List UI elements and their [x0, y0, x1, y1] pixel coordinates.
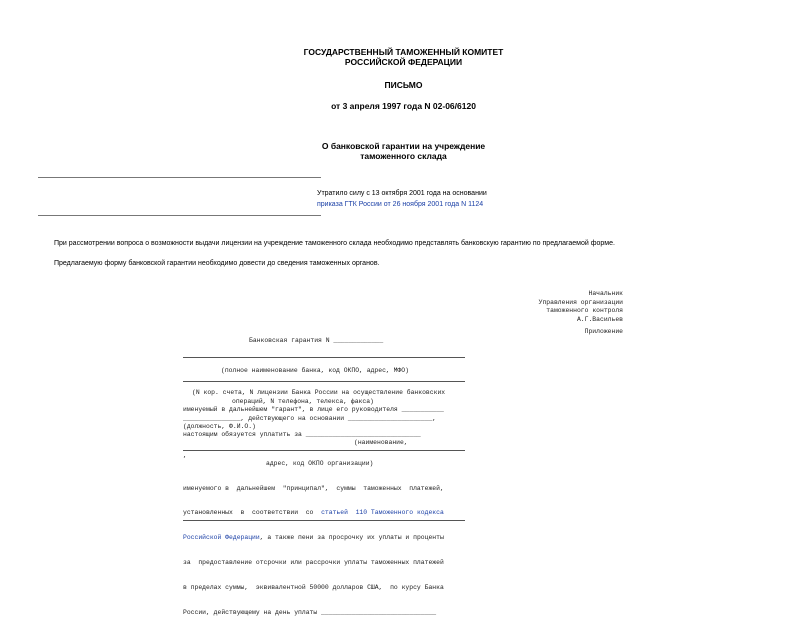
russian-federation-link[interactable]: Российской Федерации — [183, 534, 260, 542]
signature-name: А.Г.Васильев — [576, 315, 623, 323]
lost-force-note: Утратило силу с 13 октября 2001 года на основании — [317, 190, 487, 197]
customs-code-article-link[interactable]: статьей 110 Таможенного кодекса — [321, 509, 444, 517]
divider-bottom — [38, 215, 321, 216]
body-paragraph-2: Предлагаемую форму банковской гарантии необходимо довести до сведения таможенных органов. — [54, 260, 380, 267]
named-line: именуемый в дальнейшем "гарант", в лице его руководителя ___________ — [183, 406, 444, 413]
signature-title-1: Начальник — [588, 290, 623, 297]
divider-top — [38, 177, 321, 178]
signature-block — [539, 290, 623, 324]
address-caption: адрес, код ОКПО организации) — [266, 460, 374, 467]
obliges-line: настоящим обязуется уплатить за ______________________________ — [183, 431, 421, 438]
basis-order-link[interactable]: приказа ГТК России от 26 ноября 2001 года N 1124 — [317, 201, 484, 208]
paragraph-line-3-text: , а также пени за просрочку их уплаты и проценты — [259, 534, 444, 542]
name-caption: (наименование, — [354, 439, 408, 446]
paragraph-line-2 — [183, 509, 444, 517]
form-line-bank-details — [183, 381, 465, 382]
paragraph-line-4: за предоставление отсрочки или рассрочки уплаты таможенных платежей — [183, 559, 444, 567]
paragraph-line-3 — [183, 534, 444, 542]
guarantee-title: Банковская гарантия N _____________ — [249, 337, 384, 344]
acting-line: _______________, действующего на основании ______________________, — [183, 415, 437, 422]
signature-title-2: Управления организации — [538, 298, 623, 306]
comma-line: , — [183, 452, 187, 459]
body-paragraph-1: При рассмотрении вопроса о возможности выдачи лицензии на учреждение таможенного склада необходимо представлять банковскую гарантию по предлагаемой форме. — [54, 240, 615, 247]
paragraph-line-6: России, действующему на день уплаты ______________________________ — [183, 609, 437, 617]
account-line-2: операций, N телефона, телекса, факса) — [232, 398, 374, 405]
document-subject — [0, 141, 807, 161]
guarantee-paragraph — [183, 468, 444, 626]
form-line-principal — [183, 450, 465, 451]
paragraph-line-2-text: установленных в соответствии со — [183, 509, 322, 517]
position-caption: (должность, Ф.И.О.) — [183, 423, 256, 430]
subject-line-1: О банковской гарантии на учреждение — [321, 141, 486, 151]
agency-line-1: ГОСУДАРСТВЕННЫЙ ТАМОЖЕННЫЙ КОМИТЕТ — [303, 47, 504, 57]
paragraph-line-5: в пределах суммы, эквивалентной 50000 долларов США, по курсу Банка — [183, 584, 444, 592]
appendix-label: Приложение — [584, 328, 623, 335]
signature-title-3: таможенного контроля — [546, 307, 623, 315]
bank-caption: (полное наименование банка, код ОКПО, адрес, МФО) — [221, 367, 409, 374]
subject-line-2: таможенного склада — [360, 151, 447, 161]
document-date-number: от 3 апреля 1997 года N 02-06/6120 — [331, 101, 476, 111]
account-line-1: (N кор. счета, N лицензии Банка России на осуществление банковских — [192, 389, 446, 396]
form-line-final — [183, 520, 465, 521]
agency-title — [0, 47, 807, 67]
form-line-bank — [183, 357, 465, 358]
agency-line-2: РОССИЙСКОЙ ФЕДЕРАЦИИ — [344, 57, 463, 67]
document-type: ПИСЬМО — [384, 80, 423, 90]
paragraph-line-1: именуемого в дальнейшем "принципал", суммы таможенных платежей, — [183, 484, 444, 492]
